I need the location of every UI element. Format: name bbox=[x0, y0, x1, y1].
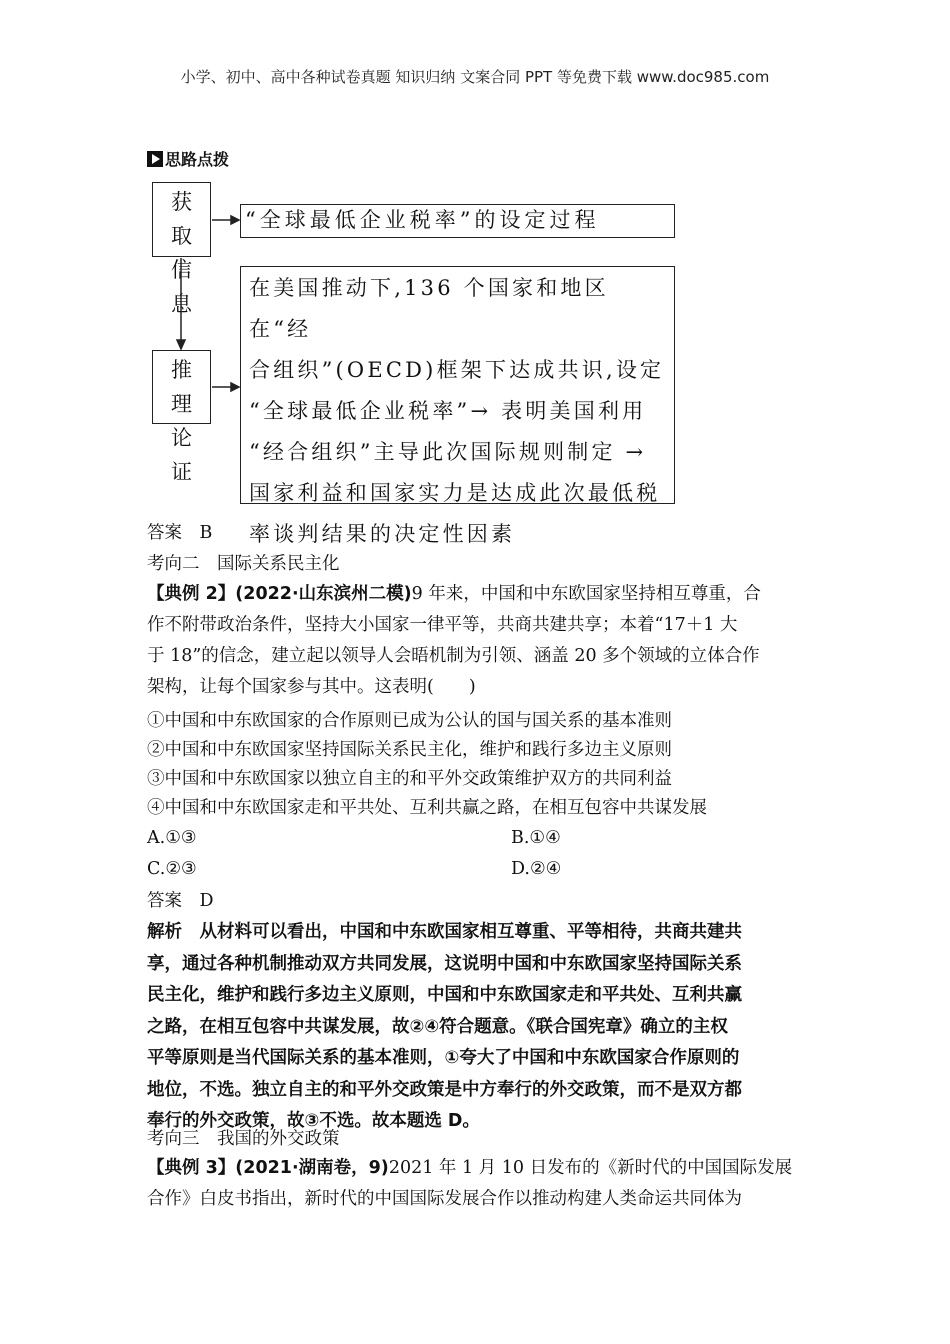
analysis-line: 民主化，维护和践行多边主义原则，中国和中东欧国家走和平共处、互利共赢 bbox=[147, 985, 742, 1005]
example-3-line: 合作》白皮书指出，新时代的中国国际发展合作以推动构建人类命运共同体为 bbox=[147, 1189, 742, 1209]
direction-3-heading: 考向三 我国的外交政策 bbox=[147, 1129, 340, 1149]
example-2-line: 于 18”的信念，建立起以领导人会晤机制为引领、涵盖 20 多个领域的立体合作 bbox=[147, 646, 760, 666]
analysis-line: 地位，不选。独立自主的和平外交政策是中方奉行的外交政策，而不是双方都 bbox=[147, 1079, 742, 1100]
choice-d: D.②④ bbox=[511, 859, 562, 879]
direction-2-heading: 考向二 国际关系民主化 bbox=[147, 554, 340, 574]
analysis-line: 享，通过各种机制推动双方共同发展，这说明中国和中东欧国家坚持国际关系 bbox=[147, 953, 742, 974]
example-3-line: 2021 年 1 月 10 日发布的《新时代的中国国际发展 bbox=[388, 1158, 793, 1178]
flow-content-1-text: “全球最低企业税率”的设定过程 bbox=[245, 208, 600, 232]
example-3 bbox=[147, 1153, 817, 1215]
flow-arrowhead-right-1 bbox=[231, 216, 239, 224]
flow-content-2-line: 在美国推动下,136 个国家和地区在“经 bbox=[249, 276, 609, 341]
flow-content-2-line: 合组织”(OECD)框架下达成共识,设定 bbox=[249, 358, 665, 382]
page-header: 小学、初中、高中各种试卷真题 知识归纳 文案合同 PPT 等免费下载 www.doc985.com bbox=[180, 68, 770, 86]
option-2: ②中国和中东欧国家坚持国际关系民主化，维护和践行多边主义原则 bbox=[147, 740, 672, 760]
example-2-line: 作不附带政治条件，坚持大小国家一律平等，共商共建共享；本着“17＋1 大 bbox=[147, 615, 738, 635]
analysis-line: 奉行的外交政策，故③不选。故本题选 D。 bbox=[147, 1111, 480, 1131]
option-3: ③中国和中东欧国家以独立自主的和平外交政策维护双方的共同利益 bbox=[147, 769, 672, 789]
option-1: ①中国和中东欧国家的合作原则已成为公认的国与国关系的基本准则 bbox=[147, 711, 672, 731]
answer-2: 答案 D bbox=[147, 891, 214, 911]
example-2-tag: 【典例 2】 bbox=[147, 584, 236, 604]
example-2-line: 9 年来，中国和中东欧国家坚持相互尊重，合 bbox=[411, 584, 761, 604]
answer-1: 答案 B bbox=[147, 523, 213, 543]
analysis-line: 平等原则是当代国际关系的基本准则，①夸大了中国和中东欧国家合作原则的 bbox=[147, 1048, 740, 1068]
analysis-line: 之路，在相互包容中共谋发展，故②④符合题意。《联合国宪章》确立的主权 bbox=[147, 1016, 728, 1037]
flow-arrowhead-right-2 bbox=[231, 383, 239, 391]
example-3-tag: 【典例 3】 bbox=[147, 1158, 236, 1178]
flow-arrowhead-down bbox=[177, 340, 185, 349]
example-3-source: (2021·湖南卷，9) bbox=[235, 1158, 389, 1178]
flow-label-1-line2: 信息 bbox=[171, 258, 198, 316]
choice-b: B.①④ bbox=[511, 828, 561, 848]
flow-content-2-line: 国家利益和国家实力是达成此次最低税 bbox=[249, 481, 661, 505]
flow-content-2-line: “全球最低企业税率”→ 表明美国利用 bbox=[249, 399, 647, 423]
flow-content-2-line: 率谈判结果的决定性因素 bbox=[249, 522, 516, 546]
choice-c: C.②③ bbox=[147, 859, 197, 879]
example-2-line: 架构，让每个国家参与其中。这表明( ) bbox=[147, 677, 476, 697]
analysis-line: 解析 从材料可以看出，中国和中东欧国家相互尊重、平等相待，共商共建共 bbox=[147, 922, 742, 942]
flow-content-2-line: “经合组织”主导此次国际规则制定 → bbox=[249, 440, 647, 464]
analysis-block bbox=[147, 917, 817, 1138]
flow-label-2-line1: 推理 bbox=[171, 358, 198, 416]
section-title: 思路点拨 bbox=[165, 150, 230, 169]
example-2 bbox=[147, 579, 817, 703]
choice-a: A.①③ bbox=[147, 828, 197, 848]
option-4: ④中国和中东欧国家走和平共处、互利共赢之路，在相互包容中共谋发展 bbox=[147, 798, 707, 818]
flow-label-1-line1: 获取 bbox=[171, 190, 198, 248]
flow-label-2-line2: 论证 bbox=[171, 426, 198, 484]
example-2-source: (2022·山东滨州二模) bbox=[235, 584, 412, 604]
